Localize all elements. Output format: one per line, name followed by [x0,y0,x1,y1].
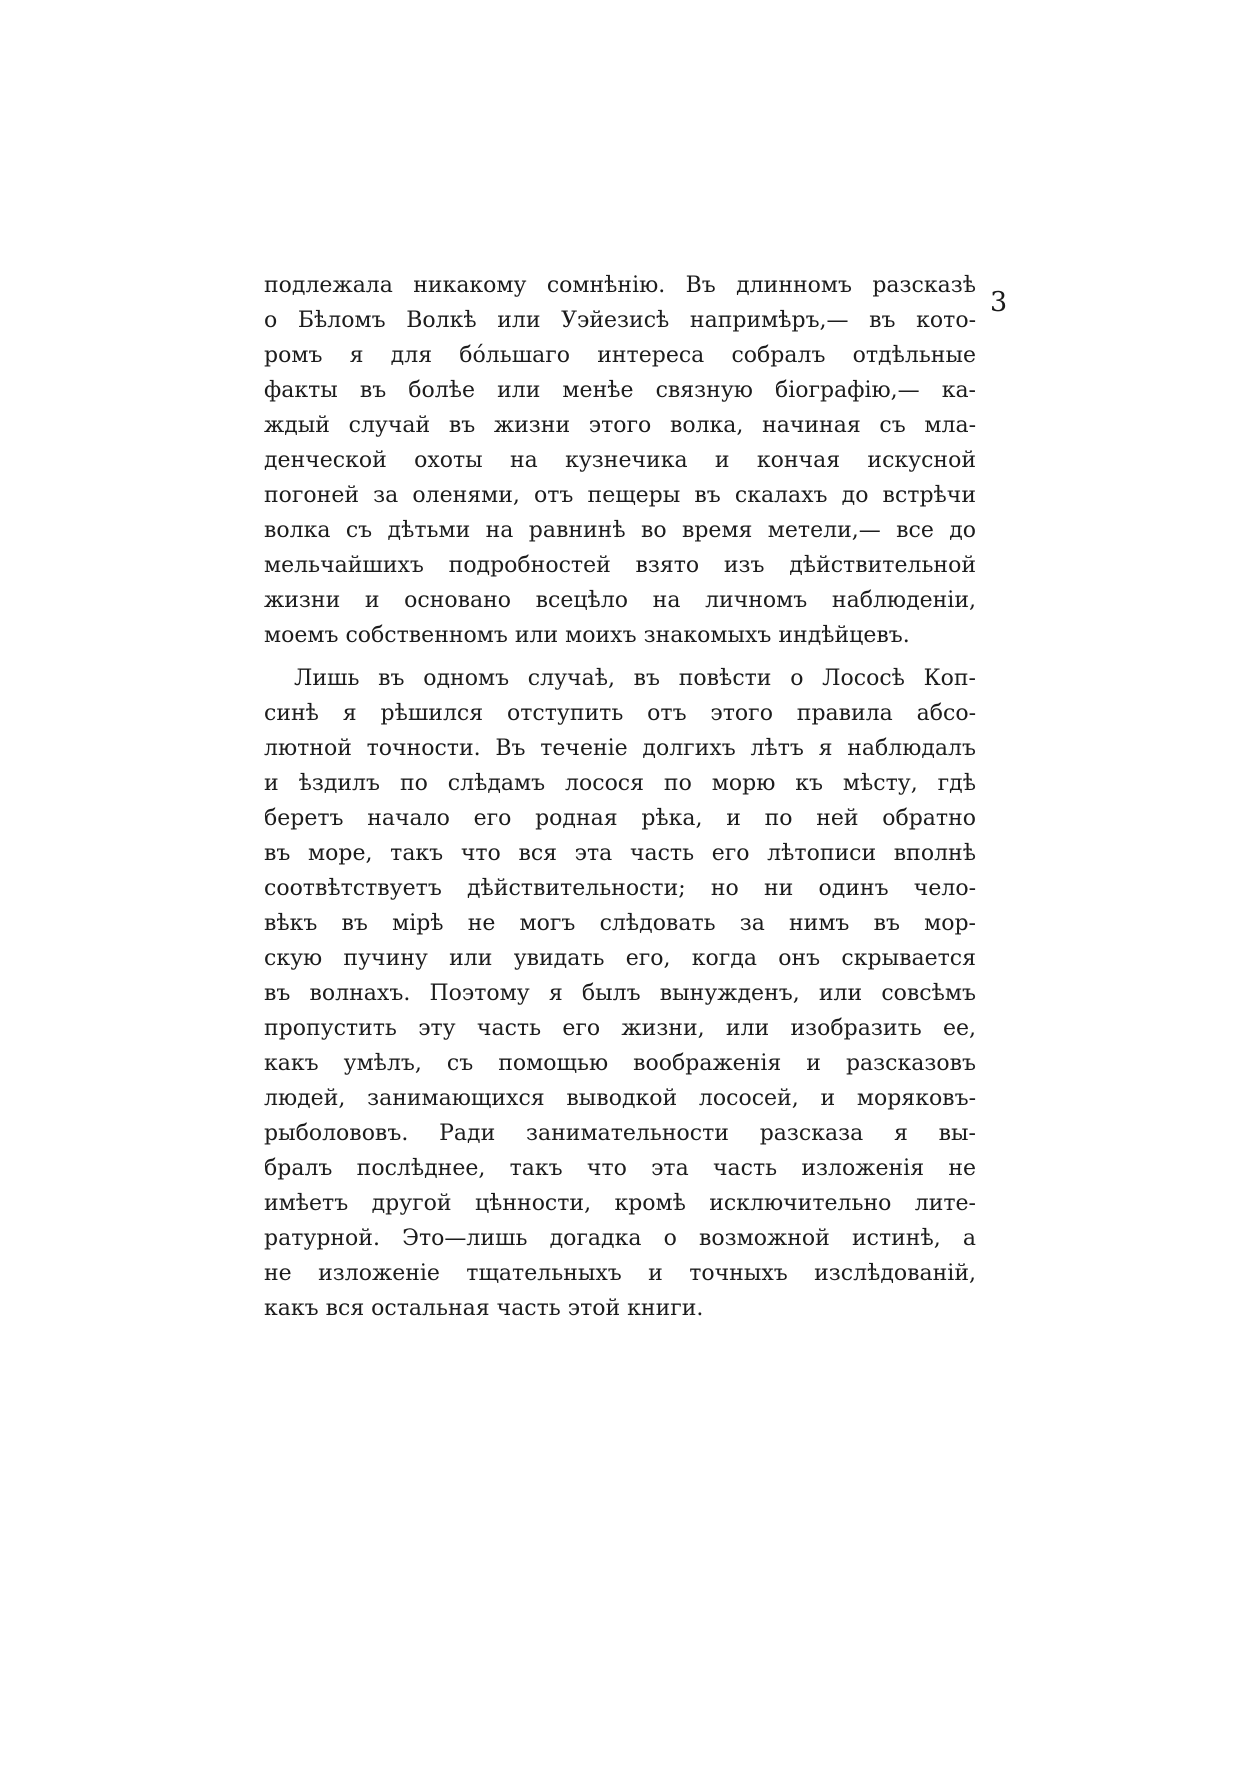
paragraph-1 [264,268,976,653]
text-line: пропустить эту часть его жизни, или изобразить ее, [264,1016,976,1041]
text-line: имѣетъ другой цѣнности, кромѣ исключительно лите- [264,1191,976,1216]
page-number: 3 [990,287,1008,318]
text-line: въ море, такъ что вся эта часть его лѣтописи вполнѣ [264,841,976,866]
text-line: подлежала никакому сомнѣнію. Въ длинномъ разсказѣ [264,273,976,298]
text-line: ждый случай въ жизни этого волка, начиная съ мла- [264,413,976,438]
text-line: лютной точности. Въ теченіе долгихъ лѣтъ я наблюдалъ [264,736,976,761]
text-line: какъ умѣлъ, съ помощью воображенія и разсказовъ [264,1051,976,1076]
text-line: жизни и основано всецѣло на личномъ наблюденіи, [264,588,976,613]
text-line: вѣкъ въ мірѣ не могъ слѣдовать за нимъ въ мор- [264,911,976,936]
text-line: беретъ начало его родная рѣка, и по ней обратно [264,806,976,831]
text-line: ратурной. Это—лишь догадка о возможной истинѣ, а [264,1226,976,1251]
text-line: соотвѣтствуетъ дѣйствительности; но ни одинъ чело- [264,876,976,901]
text-line: какъ вся остальная часть этой книги. [264,1296,704,1321]
text-line: синѣ я рѣшился отступить отъ этого правила абсо- [264,701,976,726]
text-line: моемъ собственномъ или моихъ знакомыхъ индѣйцевъ. [264,623,910,648]
text-line: мельчайшихъ подробностей взято изъ дѣйствительной [264,553,976,578]
text-line: погоней за оленями, отъ пещеры въ скалахъ до встрѣчи [264,483,976,508]
text-line: въ волнахъ. Поэтому я былъ вынужденъ, или совсѣмъ [264,981,976,1006]
text-line: денческой охоты на кузнечика и кончая искусной [264,448,976,473]
text-line: волка съ дѣтьми на равнинѣ во время метели,— все до [264,518,976,543]
text-line: людей, занимающихся выводкой лососей, и моряковъ- [264,1086,976,1111]
text-line: рыболововъ. Ради занимательности разсказа я вы- [264,1121,976,1146]
text-line: бралъ послѣднее, такъ что эта часть изложенія не [264,1156,976,1181]
text-line: ромъ я для бо́льшаго интереса собралъ отдѣльные [264,343,976,368]
text-line: Лишь въ одномъ случаѣ, въ повѣсти о Лососѣ Коп- [294,666,976,691]
text-line: скую пучину или увидать его, когда онъ скрывается [264,946,976,971]
text-line: факты въ болѣе или менѣе связную біографію,— ка- [264,378,976,403]
body-text [264,268,976,1326]
text-line: не изложеніе тщательныхъ и точныхъ изслѣдованій, [264,1261,976,1286]
paragraph-gap [264,653,976,661]
paragraph-2 [264,661,976,1326]
text-line: о Бѣломъ Волкѣ или Уэйезисѣ напримѣръ,— въ кото- [264,308,976,333]
text-line: и ѣздилъ по слѣдамъ лосося по морю къ мѣсту, гдѣ [264,771,976,796]
